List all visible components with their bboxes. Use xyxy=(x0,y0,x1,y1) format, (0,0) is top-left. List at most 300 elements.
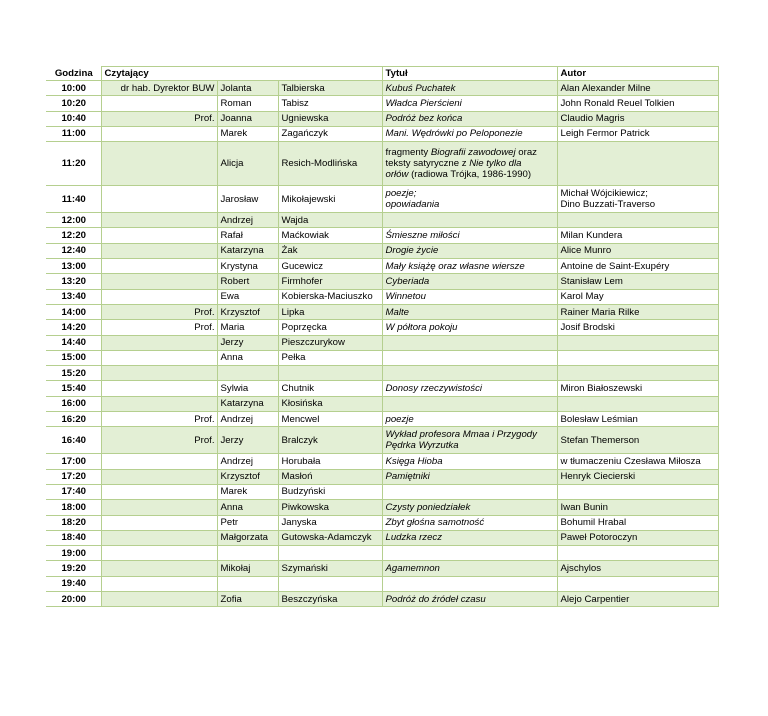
table-row xyxy=(46,515,718,530)
honorific-cell xyxy=(101,243,217,258)
first-name-cell: Sylwia xyxy=(217,381,278,396)
time-cell: 18:20 xyxy=(46,515,101,530)
author-line: Alice Munro xyxy=(560,245,612,257)
last-name-cell: Budzyński xyxy=(278,484,382,499)
title-line xyxy=(386,261,555,272)
first-name-cell: Jolanta xyxy=(217,81,278,96)
first-name-cell: Anna xyxy=(217,500,278,515)
title-cell xyxy=(382,259,557,274)
table-row xyxy=(46,111,718,126)
title-cell xyxy=(382,427,557,454)
table-row xyxy=(46,412,718,427)
last-name-cell: Kłosińska xyxy=(278,396,382,411)
author-line: Henryk Ciecierski xyxy=(560,471,636,483)
time-cell: 13:00 xyxy=(46,259,101,274)
table-row xyxy=(46,381,718,396)
last-name-cell: Pełka xyxy=(278,350,382,365)
honorific-cell xyxy=(101,515,217,530)
first-name-cell: Maria xyxy=(217,320,278,335)
author-cell xyxy=(557,546,718,561)
last-name-cell xyxy=(278,366,382,381)
title-cell xyxy=(382,500,557,515)
title-line xyxy=(386,169,555,180)
title-line xyxy=(386,594,555,605)
table-row xyxy=(46,454,718,469)
title-segment: Księga Hioba xyxy=(385,455,443,467)
honorific-cell xyxy=(101,126,217,141)
title-line xyxy=(386,128,555,139)
honorific-cell xyxy=(101,576,217,591)
author-cell xyxy=(557,412,718,427)
first-name-cell: Roman xyxy=(217,96,278,111)
first-name-cell: Joanna xyxy=(217,111,278,126)
honorific-cell xyxy=(101,259,217,274)
title-line xyxy=(386,291,555,302)
author-line: Dino Buzzati-Traverso xyxy=(560,199,656,211)
time-cell: 15:40 xyxy=(46,381,101,396)
time-cell: 14:40 xyxy=(46,335,101,350)
author-cell xyxy=(557,396,718,411)
table-row xyxy=(46,320,718,335)
time-cell: 19:00 xyxy=(46,546,101,561)
first-name-cell: Jarosław xyxy=(217,186,278,213)
time-cell: 16:20 xyxy=(46,412,101,427)
title-segment: Wykład profesora Mmaa i Przygody xyxy=(385,429,537,441)
author-line: Josif Brodski xyxy=(560,321,615,333)
honorific-cell xyxy=(101,561,217,576)
time-cell: 18:40 xyxy=(46,530,101,545)
author-cell xyxy=(557,81,718,96)
title-line xyxy=(386,471,555,482)
honorific-cell xyxy=(101,530,217,545)
honorific-cell xyxy=(101,142,217,186)
title-segment: Donosy rzeczywistości xyxy=(385,383,482,394)
honorific-cell xyxy=(101,500,217,515)
author-cell xyxy=(557,561,718,576)
time-cell: 17:20 xyxy=(46,469,101,484)
title-line xyxy=(386,245,555,256)
table-row xyxy=(46,576,718,591)
author-line: John Ronald Reuel Tolkien xyxy=(560,97,675,109)
title-line xyxy=(386,563,555,574)
last-name-cell: Janyska xyxy=(278,515,382,530)
title-line xyxy=(386,199,555,210)
title-segment: fragmenty xyxy=(385,146,431,158)
first-name-cell: Andrzej xyxy=(217,454,278,469)
title-segment: Mani. Wędrówki po Peloponezie xyxy=(385,128,523,140)
title-cell xyxy=(382,289,557,304)
last-name-cell: Ugniewska xyxy=(278,111,382,126)
title-cell xyxy=(382,366,557,381)
last-name-cell xyxy=(278,576,382,591)
author-cell xyxy=(557,142,718,186)
last-name-cell: Mikołajewski xyxy=(278,186,382,213)
title-cell xyxy=(382,561,557,576)
author-line: Claudio Magris xyxy=(560,113,625,125)
title-cell xyxy=(382,381,557,396)
last-name-cell: Beszczyńska xyxy=(278,592,382,607)
first-name-cell: Ewa xyxy=(217,289,278,304)
title-cell xyxy=(382,81,557,96)
author-cell xyxy=(557,484,718,499)
first-name-cell: Katarzyna xyxy=(217,396,278,411)
title-cell xyxy=(382,126,557,141)
time-cell: 11:20 xyxy=(46,142,101,186)
schedule-body xyxy=(46,81,718,607)
title-segment: Pędrka Wyrzutka xyxy=(385,440,459,452)
time-cell: 13:40 xyxy=(46,289,101,304)
title-cell xyxy=(382,274,557,289)
title-segment: opowiadania xyxy=(385,199,440,211)
title-line xyxy=(386,456,555,467)
title-line xyxy=(386,517,555,528)
author-cell xyxy=(557,381,718,396)
author-cell xyxy=(557,469,718,484)
title-cell xyxy=(382,243,557,258)
first-name-cell: Robert xyxy=(217,274,278,289)
table-row xyxy=(46,350,718,365)
last-name-cell: Bralczyk xyxy=(278,427,382,454)
first-name-cell: Petr xyxy=(217,515,278,530)
title-line xyxy=(386,158,555,169)
author-cell xyxy=(557,350,718,365)
title-segment: Zbyt głośna samotność xyxy=(385,517,485,529)
title-segment: Nie tylko dla xyxy=(469,158,522,170)
table-row xyxy=(46,469,718,484)
title-segment: Malte xyxy=(385,306,409,318)
author-cell xyxy=(557,259,718,274)
author-cell xyxy=(557,243,718,258)
table-row xyxy=(46,366,718,381)
author-cell xyxy=(557,576,718,591)
first-name-cell: Anna xyxy=(217,350,278,365)
first-name-cell: Jerzy xyxy=(217,335,278,350)
table-row xyxy=(46,335,718,350)
author-cell xyxy=(557,454,718,469)
title-segment: teksty satyryczne z xyxy=(385,158,470,170)
last-name-cell: Chutnik xyxy=(278,381,382,396)
table-row xyxy=(46,592,718,607)
time-cell: 19:20 xyxy=(46,561,101,576)
first-name-cell: Marek xyxy=(217,484,278,499)
first-name-cell xyxy=(217,366,278,381)
header-reader: Czytający xyxy=(101,67,382,81)
first-name-cell: Krzysztof xyxy=(217,304,278,319)
title-line xyxy=(386,414,555,425)
title-cell xyxy=(382,320,557,335)
first-name-cell: Mikołaj xyxy=(217,561,278,576)
title-segment: Pamiętniki xyxy=(385,471,430,483)
title-segment: Winnetou xyxy=(385,291,426,303)
title-segment: Biografii zawodowej xyxy=(430,146,516,158)
author-cell xyxy=(557,515,718,530)
time-cell: 15:20 xyxy=(46,366,101,381)
title-line xyxy=(386,113,555,124)
title-cell xyxy=(382,335,557,350)
author-line: Iwan Bunin xyxy=(560,501,608,513)
last-name-cell: Masłoń xyxy=(278,469,382,484)
honorific-cell xyxy=(101,274,217,289)
title-segment: Podróż bez końca xyxy=(385,113,463,125)
table-row xyxy=(46,396,718,411)
title-cell xyxy=(382,213,557,228)
honorific-cell xyxy=(101,350,217,365)
last-name-cell: Szymański xyxy=(278,561,382,576)
honorific-cell: Prof. xyxy=(101,304,217,319)
title-line xyxy=(386,440,555,451)
honorific-cell xyxy=(101,454,217,469)
title-cell xyxy=(382,484,557,499)
time-cell: 20:00 xyxy=(46,592,101,607)
table-row xyxy=(46,304,718,319)
author-cell xyxy=(557,213,718,228)
author-line: Leigh Fermor Patrick xyxy=(560,128,650,140)
honorific-cell: Prof. xyxy=(101,111,217,126)
time-cell: 12:20 xyxy=(46,228,101,243)
honorific-cell xyxy=(101,592,217,607)
first-name-cell: Jerzy xyxy=(217,427,278,454)
title-line xyxy=(386,322,555,333)
author-cell xyxy=(557,274,718,289)
table-row xyxy=(46,142,718,186)
header-time: Godzina xyxy=(46,67,101,81)
header-row xyxy=(46,67,718,81)
title-cell xyxy=(382,186,557,213)
title-line xyxy=(386,532,555,543)
title-line xyxy=(386,98,555,109)
header-title: Tytuł xyxy=(382,67,557,81)
time-cell: 16:40 xyxy=(46,427,101,454)
first-name-cell: Katarzyna xyxy=(217,243,278,258)
honorific-cell xyxy=(101,228,217,243)
title-line xyxy=(386,147,555,158)
table-row xyxy=(46,427,718,454)
author-line: Alan Alexander Milne xyxy=(560,82,651,94)
time-cell: 10:20 xyxy=(46,96,101,111)
last-name-cell: Gutowska-Adamczyk xyxy=(278,530,382,545)
time-cell: 10:00 xyxy=(46,81,101,96)
title-segment: Podróż do źródeł czasu xyxy=(385,593,486,605)
time-cell: 16:00 xyxy=(46,396,101,411)
author-line: Rainer Maria Rilke xyxy=(560,306,640,318)
title-cell xyxy=(382,576,557,591)
table-row xyxy=(46,561,718,576)
time-cell: 17:40 xyxy=(46,484,101,499)
author-cell xyxy=(557,530,718,545)
honorific-cell xyxy=(101,469,217,484)
time-cell: 10:40 xyxy=(46,111,101,126)
time-cell: 11:00 xyxy=(46,126,101,141)
time-cell: 12:00 xyxy=(46,213,101,228)
last-name-cell xyxy=(278,546,382,561)
table-row xyxy=(46,228,718,243)
title-line xyxy=(386,230,555,241)
title-cell xyxy=(382,96,557,111)
author-line: Ajschylos xyxy=(560,562,602,574)
title-cell xyxy=(382,469,557,484)
time-cell: 13:20 xyxy=(46,274,101,289)
author-cell xyxy=(557,592,718,607)
first-name-cell: Alicja xyxy=(217,142,278,186)
author-line: Stefan Themerson xyxy=(560,434,640,446)
title-cell xyxy=(382,592,557,607)
table-row xyxy=(46,126,718,141)
time-cell: 14:00 xyxy=(46,304,101,319)
time-cell: 11:40 xyxy=(46,186,101,213)
time-cell: 18:00 xyxy=(46,500,101,515)
first-name-cell: Andrzej xyxy=(217,412,278,427)
title-line xyxy=(386,307,555,318)
title-segment: orłów xyxy=(385,169,409,181)
first-name-cell: Zofia xyxy=(217,592,278,607)
last-name-cell: Poprzęcka xyxy=(278,320,382,335)
honorific-cell xyxy=(101,396,217,411)
last-name-cell: Piwkowska xyxy=(278,500,382,515)
last-name-cell: Resich-Modlińska xyxy=(278,142,382,186)
title-cell xyxy=(382,412,557,427)
table-row xyxy=(46,546,718,561)
title-line xyxy=(386,429,555,440)
honorific-cell xyxy=(101,213,217,228)
title-line xyxy=(386,502,555,513)
honorific-cell: Prof. xyxy=(101,320,217,335)
last-name-cell: Wajda xyxy=(278,213,382,228)
table-row xyxy=(46,289,718,304)
honorific-cell xyxy=(101,186,217,213)
title-segment: (radiowa Trójka, 1986-1990) xyxy=(408,169,532,181)
time-cell: 15:00 xyxy=(46,350,101,365)
author-line: Bolesław Leśmian xyxy=(560,413,638,425)
first-name-cell: Marek xyxy=(217,126,278,141)
honorific-cell: Prof. xyxy=(101,427,217,454)
honorific-cell xyxy=(101,289,217,304)
title-cell xyxy=(382,350,557,365)
title-segment: Mały książę oraz własne wiersze xyxy=(385,260,525,272)
header-author: Autor xyxy=(557,67,718,81)
title-cell xyxy=(382,142,557,186)
honorific-cell xyxy=(101,484,217,499)
title-segment: Ludzka rzecz xyxy=(385,532,443,544)
table-row xyxy=(46,500,718,515)
title-line xyxy=(386,83,555,94)
title-segment: poezje; xyxy=(385,187,417,199)
honorific-cell xyxy=(101,546,217,561)
last-name-cell: Firmhofer xyxy=(278,274,382,289)
author-cell xyxy=(557,427,718,454)
title-cell xyxy=(382,396,557,411)
table-row xyxy=(46,96,718,111)
time-cell: 14:20 xyxy=(46,320,101,335)
title-segment: Cyberiada xyxy=(385,275,430,287)
honorific-cell xyxy=(101,366,217,381)
author-cell xyxy=(557,320,718,335)
last-name-cell: Zagańczyk xyxy=(278,126,382,141)
author-cell xyxy=(557,228,718,243)
title-segment: Kubuś Puchatek xyxy=(385,82,456,94)
table-row xyxy=(46,186,718,213)
title-segment: poezje xyxy=(385,413,414,425)
last-name-cell: Gucewicz xyxy=(278,259,382,274)
schedule-table xyxy=(46,66,719,607)
first-name-cell xyxy=(217,576,278,591)
first-name-cell: Krzysztof xyxy=(217,469,278,484)
last-name-cell: Kobierska-Maciuszko xyxy=(278,289,382,304)
author-line: Antoine de Saint-Exupéry xyxy=(560,260,670,272)
title-cell xyxy=(382,228,557,243)
table-row xyxy=(46,243,718,258)
author-line: Alejo Carpentier xyxy=(560,593,630,605)
author-cell xyxy=(557,96,718,111)
title-cell xyxy=(382,304,557,319)
honorific-cell xyxy=(101,381,217,396)
author-line: Karol May xyxy=(560,291,604,303)
author-line: Bohumil Hrabal xyxy=(560,517,627,529)
title-segment: Drogie życie xyxy=(385,245,439,257)
table-row xyxy=(46,259,718,274)
first-name-cell: Andrzej xyxy=(217,213,278,228)
title-cell xyxy=(382,546,557,561)
last-name-cell: Mencwel xyxy=(278,412,382,427)
last-name-cell: Talbierska xyxy=(278,81,382,96)
title-cell xyxy=(382,530,557,545)
last-name-cell: Pieszczurykow xyxy=(278,335,382,350)
last-name-cell: Żak xyxy=(278,243,382,258)
title-segment: Śmieszne miłości xyxy=(385,230,460,242)
author-cell xyxy=(557,304,718,319)
time-cell: 19:40 xyxy=(46,576,101,591)
title-segment: Władca Pierścieni xyxy=(385,97,462,109)
title-cell xyxy=(382,454,557,469)
author-cell xyxy=(557,126,718,141)
title-cell xyxy=(382,515,557,530)
last-name-cell: Lipka xyxy=(278,304,382,319)
author-cell xyxy=(557,335,718,350)
author-line: w tłumaczeniu Czesława Miłosza xyxy=(560,455,701,467)
last-name-cell: Tabisz xyxy=(278,96,382,111)
author-line: Michał Wójcikiewicz; xyxy=(560,187,648,199)
author-cell xyxy=(557,111,718,126)
title-cell xyxy=(382,111,557,126)
first-name-cell xyxy=(217,546,278,561)
first-name-cell: Małgorzata xyxy=(217,530,278,545)
title-line xyxy=(386,188,555,199)
honorific-cell: dr hab. Dyrektor BUW xyxy=(101,81,217,96)
title-segment: Agamemnon xyxy=(385,562,440,574)
table-row xyxy=(46,274,718,289)
honorific-cell: Prof. xyxy=(101,412,217,427)
table-row xyxy=(46,213,718,228)
author-line: Milan Kundera xyxy=(560,230,623,242)
title-segment: oraz xyxy=(515,146,537,158)
author-line: Miron Białoszewski xyxy=(560,383,643,394)
table-row xyxy=(46,81,718,96)
table-row xyxy=(46,530,718,545)
title-line xyxy=(386,276,555,287)
author-cell xyxy=(557,186,718,213)
honorific-cell xyxy=(101,335,217,350)
author-cell xyxy=(557,289,718,304)
title-segment: Czysty poniedziałek xyxy=(385,501,471,513)
author-cell xyxy=(557,366,718,381)
author-line: Paweł Potoroczyn xyxy=(560,532,638,544)
author-line: Stanisław Lem xyxy=(560,275,623,287)
table-row xyxy=(46,484,718,499)
time-cell: 17:00 xyxy=(46,454,101,469)
last-name-cell: Maćkowiak xyxy=(278,228,382,243)
last-name-cell: Horubała xyxy=(278,454,382,469)
author-cell xyxy=(557,500,718,515)
title-line xyxy=(386,383,555,394)
